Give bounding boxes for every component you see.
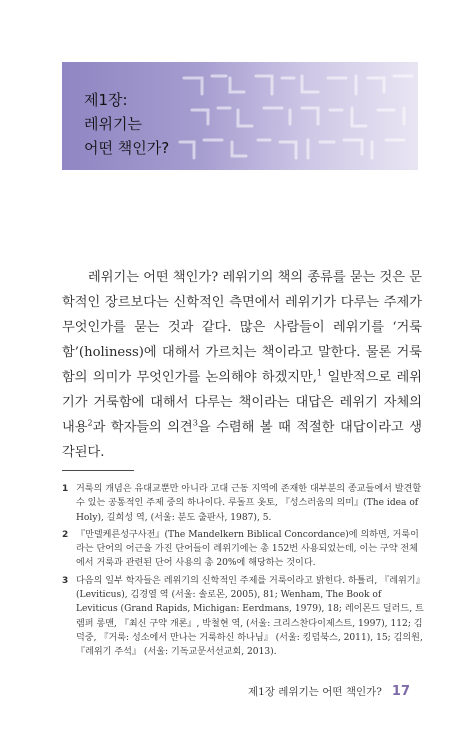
chapter-banner [62,62,418,170]
footnote [62,528,424,571]
footnotes [62,482,424,663]
footnote-number: 3 [62,575,69,586]
footnote-text: 다음의 일부 학자들은 레위기의 신학적인 주제를 거룩이라고 밝힌다. 하틀리, 『레위기』(Leviticus), 김경열 역 (서울: 솔로몬, 2005), 81; Wenham, The Book of Leviticus (Grand Rapids, Michigan: Eerdmans, 1979), 18; 레이몬드 딜러드, 트렘퍼 롱맨, 『최신 구약 개론』, 박철현 역, (서울: 크리스찬다이제스트, 1997), 112; 김덕중, 『거룩: 성소에서 만나는 거룩하신 하나님』 (서울: 킹덤북스, 2011), 15; 김의원, 『레위기 주석』 (서울: 기독교문서선교회, 2013). [76,575,424,658]
footnote-number: 1 [62,484,69,494]
footnote-divider [62,470,134,471]
paragraph-text: 일반적으로 레위기가 거룩함에 대해서 다루는 책이라는 대답은 레위기 자체의 내용 [62,370,422,435]
footnote-text: 『만델케른성구사전』(The Mandelkern Biblical Concordance)에 의하면, 거룩이라는 단어의 어근을 가진 단어들이 레위기에는 총 152번 사용되었는데, 이는 구약 전체에서 거룩과 관련된 단어 사용의 총 20%에 해당하는 것이다. [76,529,419,569]
footnote-ref: 3 [192,418,198,428]
footnote-text: 거룩의 개념은 유대교뿐만 아니라 고대 근동 지역에 존재한 대부분의 종교들에서 발견할 수 있는 공통적인 주제 중의 하나이다. 루돌프 옷토, 『성스러움의 의미』(The idea of Holy), 길희성 역, (서울: 분도 출판사, 1987), 5. [76,484,422,523]
page-number: 17 [391,684,410,699]
chapter-title-line: 레위기는 [84,115,142,133]
chapter-title-line: 어떤 책인가? [84,139,170,157]
paragraph [62,265,422,465]
footnote-ref: 2 [87,418,93,428]
footnote-ref: 1 [316,368,323,378]
chapter-title-line: 제1장: [84,91,128,109]
footnote-number: 2 [62,529,69,540]
hebrew-script-texture [172,62,418,170]
paragraph-text: 레위기는 어떤 책인가? 레위기의 책의 종류를 묻는 것은 문학적인 장르보다는 신학적인 측면에서 레위기가 다루는 주제가 무엇인가를 묻는 것과 같다. 많은 사람들이 레위기를 ‘거룩함’(holiness)에 대해서 가르치는 책이라고 말한다. 물론 거룩함의 의미가 무엇인가를 논의해야 하겠지만, [62,270,422,385]
page-footer [248,684,410,699]
footnote [62,574,424,660]
paragraph-text: 과 학자들의 의견 [92,420,193,435]
body-paragraph [62,265,422,465]
chapter-title [84,88,169,160]
paragraph-text: 을 수렴해 볼 때 적절한 대답이라고 생각된다. [62,420,422,460]
running-title: 제1장 레위기는 어떤 책인가? [248,686,382,698]
footnote [62,482,424,525]
